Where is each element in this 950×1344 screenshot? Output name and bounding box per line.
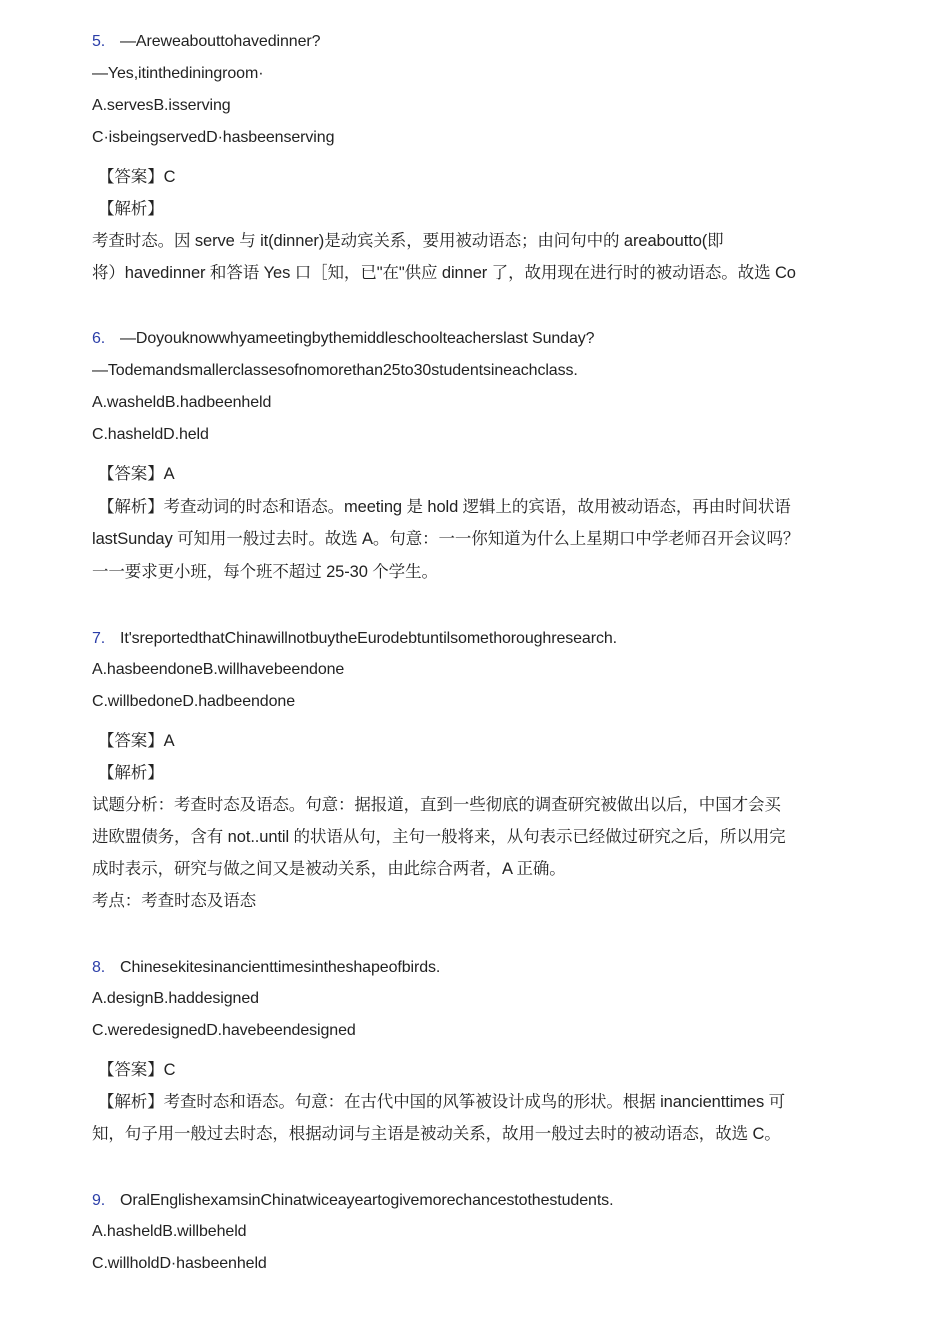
question-text: —Doyouknowwhyameetingbythemiddleschoolteacherslast Sunday? [120, 330, 595, 347]
analysis-line: 知，句子用一般过去时态，根据动词与主语是被动关系，故用一般过去时的被动语态，故选 C。 [92, 1125, 781, 1143]
question-line: —Yes,itinthediningroom· [92, 65, 264, 82]
answer: 【答案】C [98, 1061, 176, 1079]
question-stem [92, 1191, 613, 1211]
question-text: OralEnglishexamsinChinatwiceayeartogivemorechancestothestudents. [120, 1192, 614, 1209]
analysis-line: 考点：考查时态及语态 [92, 892, 257, 910]
question-stem [92, 958, 440, 978]
option-line: A.hasheldB.willbeheld [92, 1223, 247, 1240]
analysis-line: 【解析】考查动词的时态和语态。meeting 是 hold 逻辑上的宾语，故用被动语态，再由时间状语 [98, 498, 791, 516]
question-text: Chinesekitesinancienttimesintheshapeofbirds. [120, 959, 441, 976]
option-line: A.hasbeendoneB.willhavebeendone [92, 661, 345, 678]
analysis-line: 将）havedinner 和答语 Yes 口［知，已"在"供应 dinner 了，故用现在进行时的被动语态。故选 Co [92, 264, 796, 282]
option-line: C.weredesignedD.havebeendesigned [92, 1022, 356, 1039]
answer: 【答案】A [98, 732, 175, 750]
question-number: 9. [92, 1192, 106, 1209]
question-number: 8. [92, 959, 106, 976]
option-line: C·isbeingservedD·hasbeenserving [92, 129, 335, 146]
analysis-heading: 【解析】 [98, 200, 164, 218]
option-line: C.hasheldD.held [92, 426, 209, 443]
option-line: C.willbedoneD.hadbeendone [92, 693, 295, 710]
question-text: —Areweabouttohavedinner? [120, 33, 321, 50]
question-stem [92, 329, 594, 349]
analysis-heading: 【解析】 [98, 764, 164, 782]
question-stem [92, 629, 617, 649]
analysis-line: 进欧盟债务，含有 not..until 的状语从句，主句一般将来，从句表示已经做过研究之后，所以用完 [92, 828, 786, 846]
option-line: A.servesB.isserving [92, 97, 231, 114]
analysis-line: 试题分析：考查时态及语态。句意：据报道，直到一些彻底的调查研究被做出以后，中国才会买 [92, 796, 781, 814]
analysis-line: lastSunday 可知用一般过去时。故选 A。句意：一一你知道为什么上星期口中学老师召开会议吗？ [92, 530, 800, 548]
question-text: It'sreportedthatChinawillnotbuytheEurodebtuntilsomethoroughresearch. [120, 630, 618, 647]
answer: 【答案】A [98, 465, 175, 483]
analysis-line: 成时表示，研究与做之间又是被动关系，由此综合两者，A 正确。 [92, 860, 566, 878]
analysis-line: 一一要求更小班，每个班不超过 25-30 个学生。 [92, 563, 438, 581]
analysis-line: 【解析】考查时态和语态。句意：在古代中国的风筝被设计成鸟的形状。根据 inancienttimes 可 [98, 1093, 786, 1111]
question-line: —Todemandsmallerclassesofnomorethan25to30studentsineachclass. [92, 362, 578, 379]
answer: 【答案】C [98, 168, 176, 186]
question-number: 5. [92, 33, 106, 50]
option-line: C.willholdD·hasbeenheld [92, 1255, 267, 1272]
question-number: 7. [92, 630, 106, 647]
option-line: A.washeldB.hadbeenheld [92, 394, 272, 411]
question-stem [92, 32, 320, 52]
question-number: 6. [92, 330, 106, 347]
analysis-line: 考查时态。因 serve 与 it(dinner)是动宾关系，要用被动语态；由问句中的 areaboutto(即 [92, 232, 724, 250]
option-line: A.designB.haddesigned [92, 990, 259, 1007]
